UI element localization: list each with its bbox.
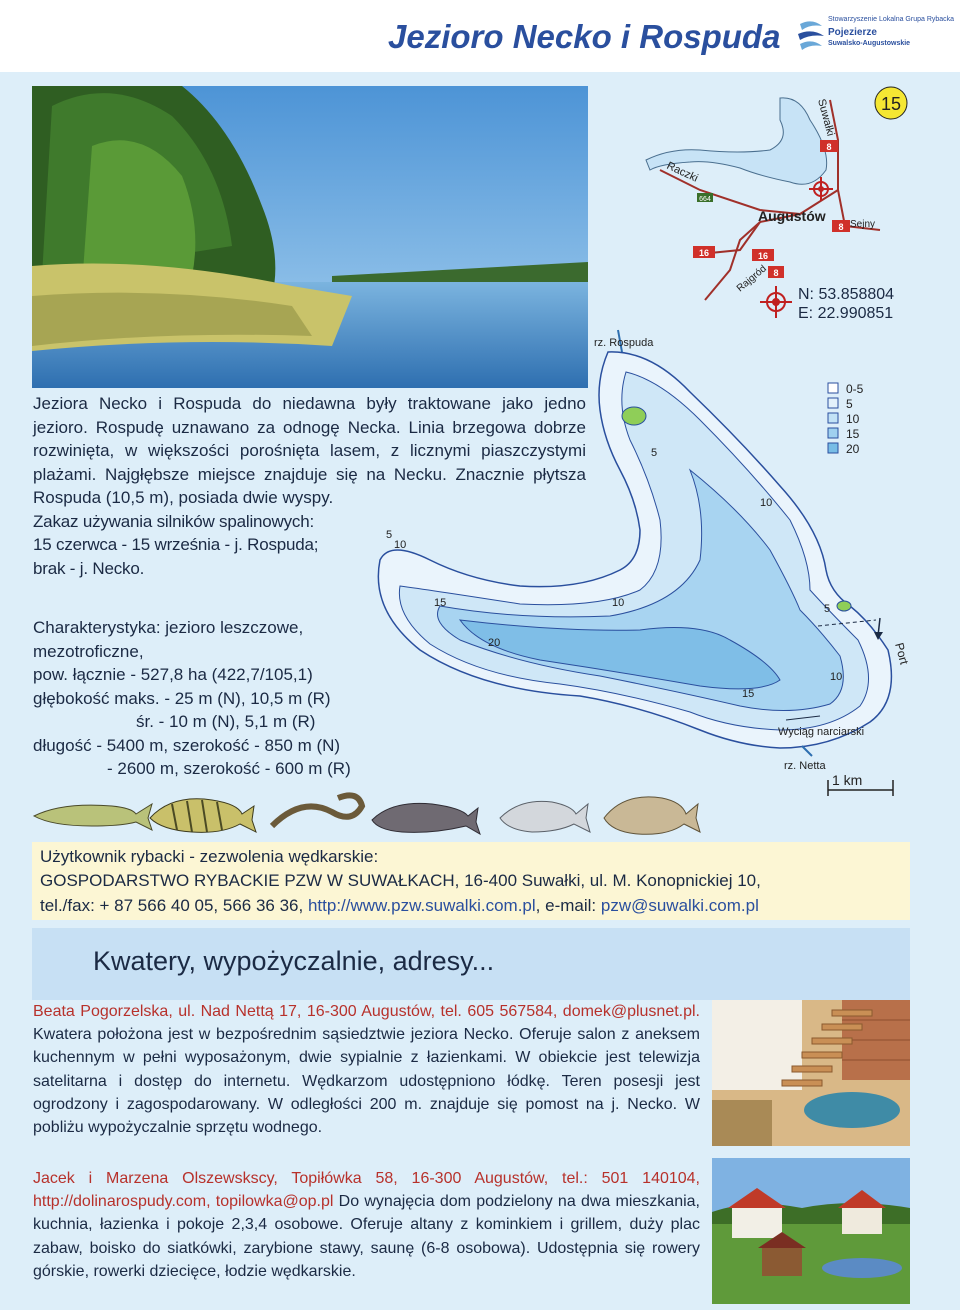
legend-swatch-10: [828, 413, 838, 423]
town-augustow: Augustów: [758, 208, 826, 224]
license-title: Użytkownik rybacki - zezwolenia wędkarskie:: [40, 847, 379, 866]
scale-bar: [828, 772, 893, 796]
svg-text:16: 16: [757, 251, 769, 261]
entry-2-contact: Jacek i Marzena Olszewskscy, Topiłówka 58, 16-300 Augustów, tel.: 501 140104, http://dolinarospudy.com, topilowka@op.pl: [33, 1170, 700, 1211]
depth-label: 15: [434, 597, 447, 609]
engine-ban-rospuda: 15 czerwca - 15 września - j. Rospuda;: [33, 535, 319, 554]
legend-swatch-20: [828, 443, 838, 453]
map-road-8b: [832, 220, 850, 232]
lgr-logo: [796, 14, 955, 62]
legend-swatch-0: [828, 383, 838, 393]
lake-characteristics: [33, 616, 393, 781]
legend-label: 10: [846, 412, 860, 426]
char-length-n: długość - 5400 m, szerokość - 850 m (N): [33, 735, 341, 755]
accommodation-entry-2: [33, 1167, 700, 1283]
eel-icon: [272, 795, 362, 826]
license-contact: [40, 896, 759, 916]
port-label: Port: [892, 641, 912, 667]
map-road-16a: [693, 246, 715, 258]
logo-line3: Suwalsko-Augustowskie: [828, 40, 911, 47]
fish-logo-icon: [796, 16, 826, 56]
roach-icon: [500, 801, 590, 832]
license-url-link[interactable]: http://www.pzw.suwalki.com.pl: [307, 896, 536, 915]
map-road-8c: [768, 266, 784, 278]
char-trophy: mezotroficzne,: [33, 641, 144, 661]
bathymetric-map: [386, 86, 960, 806]
lake-description: [33, 392, 586, 580]
town-raczki: Raczki: [664, 159, 700, 185]
svg-text:8: 8: [826, 142, 832, 152]
depth-label: 5: [386, 529, 393, 541]
description-text: Jeziora Necko i Rospuda do niedawna były traktowane jako jedno jezioro. Rospudę uznawano za odnogę Necka. Linia brzegowa dobrze rozwinięta, w większości porośnięta lasem, z licznymi piaszczystymi plażami. Najgłębsze miejsce znajduje się na Necku. Znacznie płytsza Rospuda (10,5 m), posiada dwie wyspy.: [33, 394, 586, 507]
accommodation-heading: Kwatery, wypożyczalnie, adresy...: [93, 946, 495, 976]
town-suwalki: Suwałki: [815, 97, 837, 138]
depth-label: 20: [488, 637, 501, 649]
locator-map: [646, 98, 880, 318]
svg-text:8: 8: [773, 268, 779, 278]
svg-text:1 km: 1 km: [832, 772, 863, 788]
char-max-depth: głębokość maks. - 25 m (N), 10,5 m (R): [33, 688, 331, 708]
char-area: pow. łącznie - 527,8 ha (422,7/105,1): [33, 665, 313, 684]
island: [622, 407, 646, 425]
char-type: Charakterystyka: jezioro leszczowe,: [33, 618, 304, 637]
char-mean-depth: śr. - 10 m (N), 5,1 m (R): [136, 712, 316, 731]
svg-text:8: 8: [838, 222, 844, 232]
legend-swatch-5: [828, 398, 838, 408]
fish-species-row: [32, 786, 702, 844]
logo-line1: Stowarzyszenie Lokalna Grupa Rybacka: [828, 16, 955, 23]
house-photo: [712, 1158, 910, 1304]
char-length-r: - 2600 m, szerokość - 600 m (R): [107, 759, 351, 778]
depth-label: 10: [612, 597, 625, 609]
map-road-16b: [752, 249, 774, 261]
license-address: GOSPODARSTWO RYBACKIE PZW W SUWAŁKACH, 16-400 Suwałki, ul. M. Konopnickiej 10,: [40, 871, 761, 890]
legend-label: 0-5: [846, 382, 864, 396]
map-road-664: [697, 193, 713, 203]
license-email-link[interactable]: pzw@suwalki.com.pl: [600, 896, 759, 915]
legend-label: 20: [846, 442, 860, 456]
depth-label: 5: [824, 603, 831, 615]
legend-swatch-15: [828, 428, 838, 438]
svg-text:664: 664: [699, 196, 711, 203]
depth-label: 15: [742, 688, 755, 700]
river-netta-label: rz. Netta: [784, 760, 826, 772]
svg-text:16: 16: [698, 248, 710, 258]
river-rospuda-label: rz. Rospuda: [594, 337, 654, 349]
lake-photo: [32, 86, 588, 388]
page-number-badge: [875, 87, 907, 119]
small-island: [837, 601, 851, 611]
entry-2-text: Do wynajęcia dom podzielony na dwa mieszkania, kuchnia, łazienka i pokoje 2,3,4 osobowe. Oferuje altany z kominkiem i grillem, duży plac zabaw, boisko do siatkówki, zarybione stawy, saunę (6-8 osobowa). Udostępnia się rowery górskie, rowerki dziecięce, łodzie wędkarskie.: [33, 1193, 700, 1280]
location-target-icon: [760, 286, 792, 318]
catfish-icon: [372, 803, 480, 834]
accommodation-entry-1: [33, 1000, 700, 1139]
perch-icon: [150, 799, 256, 833]
license-email-label: , e-mail:: [535, 896, 601, 915]
depth-label: 5: [651, 447, 658, 459]
depth-label: 10: [760, 497, 773, 509]
map-road-8a: [820, 140, 838, 152]
engine-ban-title: Zakaz używania silników spalinowych:: [33, 511, 314, 531]
engine-ban-necko: brak - j. Necko.: [33, 558, 145, 578]
entry-1-text: Kwatera położona jest w bezpośrednim sąsiedztwie jeziora Necko. Oferuje salon z aneksem kuchennym w pełni wyposażonym, dwie sypialnie z łazienkami. W obiekcie jest telewizja satelitarna i dostęp do internetu. Wędkarzom udostępniono łódkę. Teren posesji jest ogrodzony i zagospodarowany. W odległości 200 m. znajduje się pomost na j. Necko. W pobliżu wypożyczalnie sprzętu wodnego.: [33, 1026, 700, 1137]
svg-text:15: 15: [880, 94, 902, 114]
town-rajgrod: Rajgród: [734, 263, 769, 295]
pike-icon: [34, 804, 152, 830]
license-phone: tel./fax: + 87 566 40 05, 566 36 36,: [40, 896, 308, 915]
legend-label: 5: [846, 397, 853, 411]
coord-north: N: 53.858804: [798, 286, 895, 303]
depth-label: 10: [394, 539, 407, 551]
page-title: Jezioro Necko i Rospuda: [388, 18, 781, 55]
bream-icon: [604, 797, 700, 834]
logo-line2: Pojezierze: [828, 27, 877, 38]
depth-legend: [828, 382, 864, 456]
entry-1-contact: Beata Pogorzelska, ul. Nad Nettą 17, 16-300 Augustów, tel. 605 567584, domek@plusnet.pl.: [33, 1003, 700, 1020]
town-sejny: Sejny: [850, 219, 876, 230]
legend-label: 15: [846, 427, 860, 441]
cottage-interior-photo: [712, 1000, 910, 1146]
depth-label: 10: [830, 671, 843, 683]
ski-lift-label: Wyciąg narciarski: [778, 726, 865, 738]
coord-east: E: 22.990851: [798, 305, 894, 322]
